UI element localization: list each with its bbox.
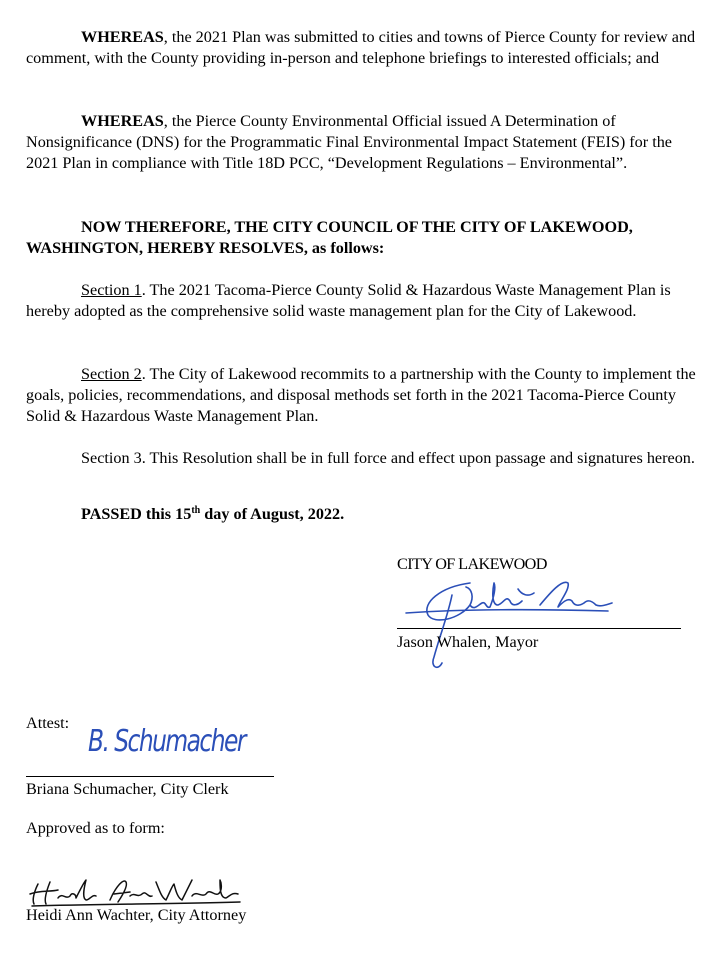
section-1-heading: Section 1 bbox=[81, 281, 142, 299]
section-2-paragraph bbox=[26, 364, 706, 427]
section-2-text: . The City of Lakewood recommits to a partnership with the County to implement the goals, policies, recommendations, and disposal methods set forth in the 2021 Tacoma-Pierce County Solid & Hazardous Waste Management Plan. bbox=[26, 365, 696, 425]
resolves-tail: as follows: bbox=[307, 239, 385, 257]
whereas-lead-2: WHEREAS bbox=[81, 112, 164, 130]
whereas-text-1: , the 2021 Plan was submitted to cities and towns of Pierce County for review and comment, with the County providing in-person and telephone briefings to interested officials; and bbox=[26, 28, 696, 67]
section-1-paragraph bbox=[26, 280, 706, 322]
mayor-name-title: Jason Whalen, Mayor bbox=[397, 633, 539, 651]
section-3-paragraph bbox=[26, 448, 706, 469]
section-3-text: Section 3. This Resolution shall be in full force and effect upon passage and signatures hereon. bbox=[81, 449, 695, 467]
whereas-paragraph-1 bbox=[26, 27, 706, 69]
whereas-paragraph-2 bbox=[26, 111, 706, 174]
section-1-text: . The 2021 Tacoma-Pierce County Solid & Hazardous Waste Management Plan is hereby adopted as the comprehensive solid waste management plan for the City of Lakewood. bbox=[26, 281, 671, 320]
whereas-text-2: , the Pierce County Environmental Official issued A Determination of Nonsignificance (DNS) for the Programmatic Final Environmental Impact Statement (FEIS) for the 2021 Plan in compliance with Title 18D PCC, “Development Regulations – Environmental”. bbox=[26, 112, 672, 172]
clerk-signature-line bbox=[26, 776, 274, 777]
approved-label: Approved as to form: bbox=[26, 819, 165, 837]
resolves-text: NOW THEREFORE, THE CITY COUNCIL OF THE CITY OF LAKEWOOD, WASHINGTON, HEREBY RESOLVES, bbox=[26, 218, 633, 257]
section-2-heading: Section 2 bbox=[81, 365, 142, 383]
whereas-lead-1: WHEREAS bbox=[81, 28, 164, 46]
passed-ordinal: th bbox=[191, 505, 201, 516]
clerk-name-title: Briana Schumacher, City Clerk bbox=[26, 780, 229, 798]
resolves-paragraph bbox=[26, 217, 706, 259]
passed-line bbox=[26, 504, 706, 525]
mayor-org: CITY OF LAKEWOOD bbox=[397, 555, 547, 573]
passed-before: PASSED this 15 bbox=[81, 505, 192, 523]
passed-after: day of August, 2022. bbox=[200, 505, 345, 523]
clerk-signature-text: B. Schumacher bbox=[88, 724, 245, 759]
attest-label: Attest: bbox=[26, 714, 70, 732]
attorney-name-title: Heidi Ann Wachter, City Attorney bbox=[26, 906, 247, 924]
